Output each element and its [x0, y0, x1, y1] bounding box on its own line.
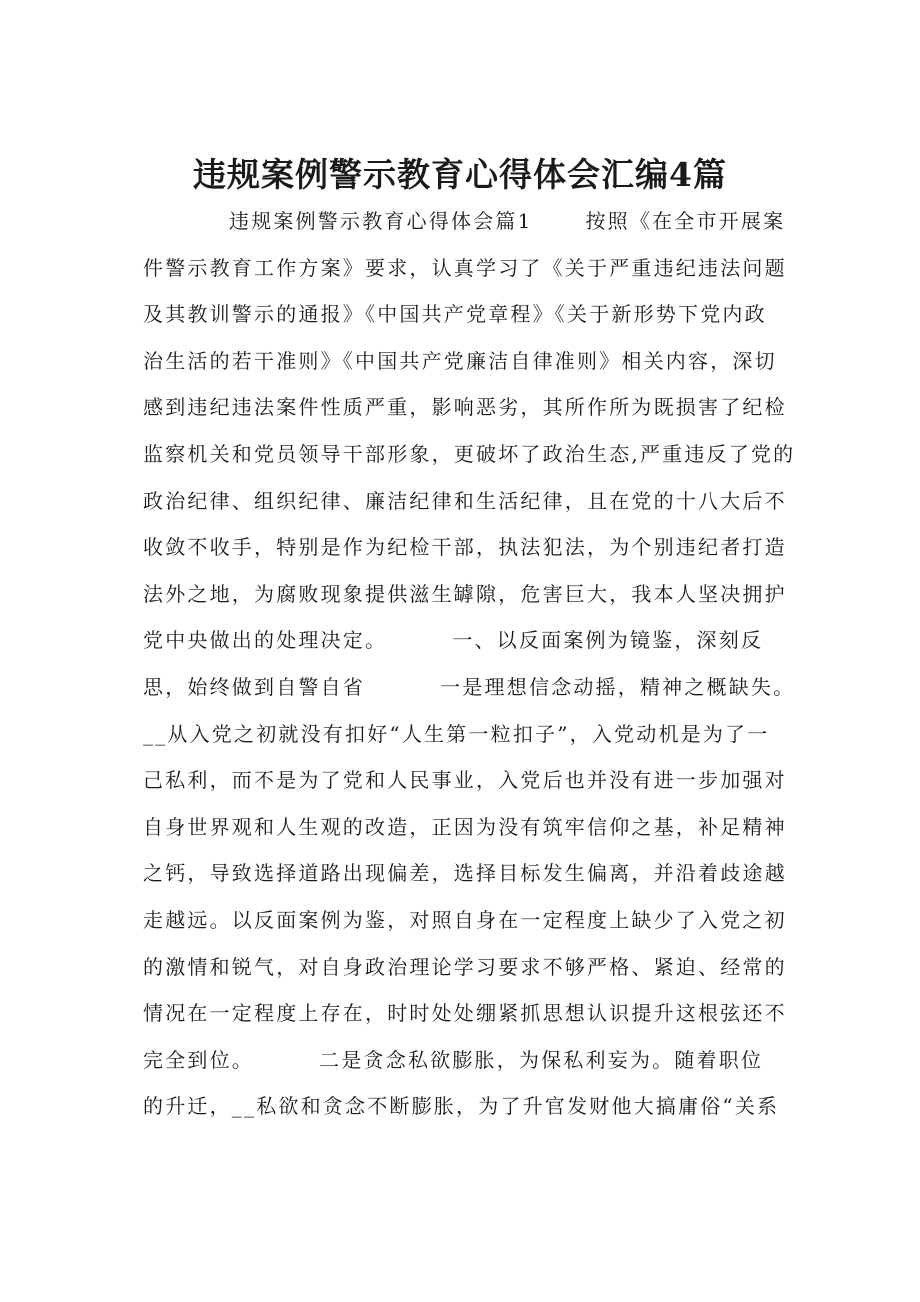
text-line: 治生活的若干准则》《中国共产党廉洁自律准则》相关内容，深切 [143, 348, 777, 373]
text-line: 的升迁，__私欲和贪念不断膨胀，为了升官发财他大搞庸俗“关系 [143, 1094, 780, 1119]
text-line: 思，始终做到自警自省 一是理想信念动摇，精神之概缺失。 [143, 674, 796, 699]
text-line: 自身世界观和人生观的改造，正因为没有筑牢信仰之基，补足精神 [143, 814, 787, 839]
text-line: 完全到位。 二是贪念私欲膨胀，为保私利妄为。随着职位 [143, 1047, 764, 1072]
text-line: 党中央做出的处理决定。 一、以反面案例为镜鉴，深刻反 [143, 628, 764, 653]
text-line: __从入党之初就没有扣好“人生第一粒扣子”，入党动机是为了一 [143, 721, 770, 746]
document-title: 违规案例警示教育心得体会汇编4篇 [193, 155, 727, 194]
text-line: 走越远。以反面案例为鉴，对照自身在一定程度上缺少了入党之初 [143, 907, 787, 932]
text-line: 政治纪律、组织纪律、廉洁纪律和生活纪律，且在党的十八大后不 [143, 488, 787, 513]
text-line: 及其教训警示的通报》《中国共产党章程》《关于新形势下党内政 [143, 302, 767, 327]
text-line: 之钙，导致选择道路出现偏差，选择目标发生偏离，并沿着歧途越 [143, 861, 787, 886]
text-line: 的激情和锐气，对自身政治理论学习要求不够严格、紧迫、经常的 [143, 954, 787, 979]
text-line: 收敛不收手，特别是作为纪检干部，执法犯法，为个别违纪者打造 [143, 535, 787, 560]
text-line: 己私利，而不是为了党和人民事业，入党后也并没有进一步加强对 [143, 768, 787, 793]
text-line: 法外之地，为腐败现象提供滋生罅隙，危害巨大，我本人坚决拥护 [143, 581, 787, 606]
document-body [143, 198, 823, 1130]
text-line: 感到违纪违法案件性质严重，影响恶劣，其所作所为既损害了纪检 [143, 395, 787, 420]
text-line: 违规案例警示教育心得体会篇1 按照《在全市开展案 [229, 209, 786, 233]
text-line: 件警示教育工作方案》要求，认真学习了《关于严重违纪违法问题 [143, 255, 787, 280]
text-line: 情况在一定程度上存在，时时处处绷紧抓思想认识提升这根弦还不 [143, 1001, 787, 1026]
text-line: 监察机关和党员领导干部形象，更破坏了政治生态,严重违反了党的 [143, 441, 796, 466]
